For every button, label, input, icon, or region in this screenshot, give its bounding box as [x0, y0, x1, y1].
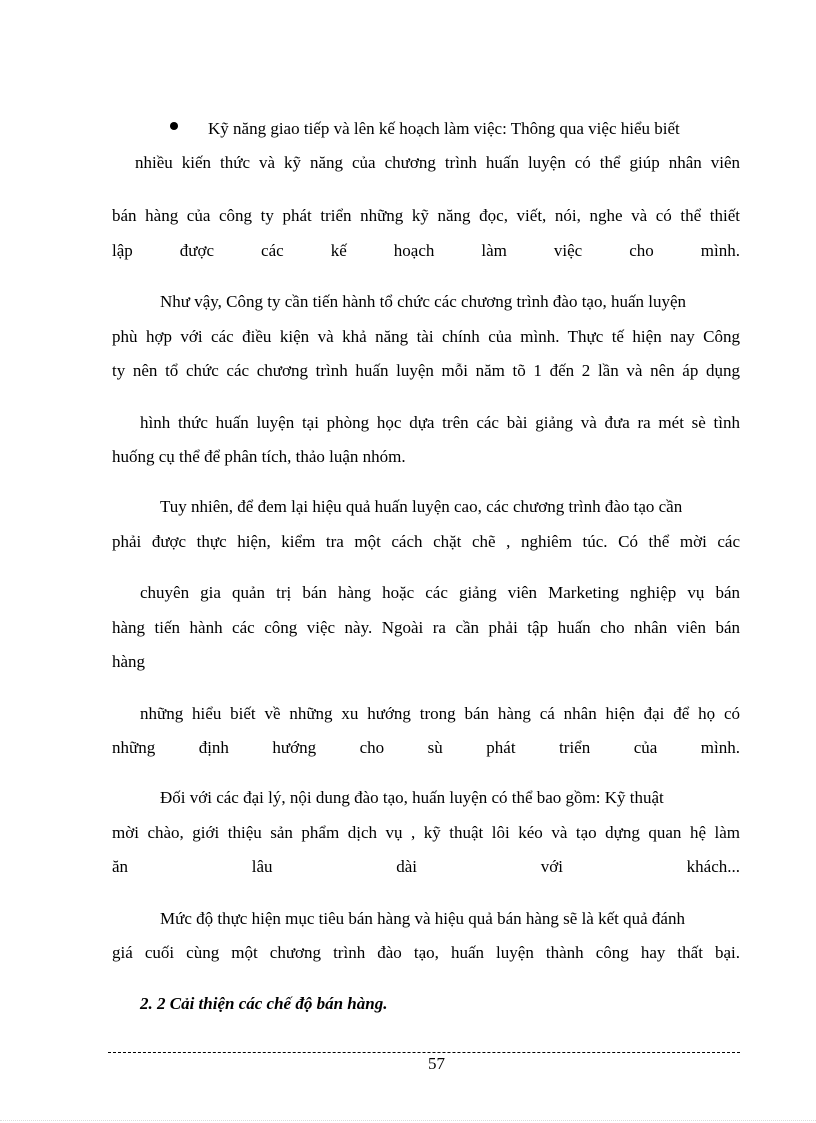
text-line: mời chào, giới thiệu sản phẩm dịch vụ , kỹ thuật lôi kéo và tạo dựng quan hệ làm — [112, 823, 740, 842]
text-line: Tuy nhiên, để đem lại hiệu quả huấn luyện cao, các chương trình đào tạo cần — [160, 497, 683, 516]
text-line: nhiều kiến thức và kỹ năng của chương trình huấn luyện có thể giúp nhân viên — [135, 153, 740, 172]
text-line: Kỹ năng giao tiếp và lên kế hoạch làm việc: Thông qua việc hiểu biết — [208, 119, 680, 138]
section-heading: 2. 2 Cải thiện các chế độ bán hàng. — [140, 994, 388, 1013]
page-edge-divider — [0, 1120, 816, 1121]
page-number: 57 — [428, 1054, 445, 1073]
text-line: hàng tiến hành các công việc này. Ngoài ra cần phải tập huấn cho nhân viên bán — [112, 618, 740, 637]
text-line: hình thức huấn luyện tại phòng học dựa trên các bài giảng và đưa ra mét sè tình — [140, 413, 740, 432]
text-line: Như vậy, Công ty cần tiến hành tổ chức các chương trình đào tạo, huấn luyện — [160, 292, 687, 311]
text-line: lập được các kế hoạch làm việc cho mình. — [112, 241, 740, 260]
text-line: chuyên gia quản trị bán hàng hoặc các giảng viên Marketing nghiệp vụ bán — [140, 583, 740, 602]
text-line: giá cuối cùng một chương trình đào tạo, huấn luyện thành công hay thất bại. — [112, 943, 740, 962]
text-line: những định hướng cho sù phát triển của mình. — [112, 738, 740, 757]
footer-divider — [108, 1052, 740, 1053]
text-line: phải được thực hiện, kiểm tra một cách chặt chẽ , nghiêm túc. Có thể mời các — [112, 532, 740, 551]
text-line: ty nên tổ chức các chương trình huấn luyện mỗi năm tõ 1 đến 2 lần và nên áp dụng — [112, 361, 740, 380]
text-line: phù hợp với các điều kiện và khả năng tài chính của mình. Thực tế hiện nay Công — [112, 327, 740, 346]
bullet-icon — [170, 122, 178, 130]
text-line: ăn lâu dài với khách... — [112, 857, 740, 876]
text-line: bán hàng của công ty phát triển những kỹ năng đọc, viết, nói, nghe và có thể thiết — [112, 206, 740, 225]
text-line: huống cụ thể để phân tích, thảo luận nhóm. — [112, 447, 406, 466]
text-line: hàng — [112, 652, 146, 671]
text-line: Mức độ thực hiện mục tiêu bán hàng và hiệu quả bán hàng sẽ là kết quả đánh — [160, 909, 685, 928]
text-line: Đối với các đại lý, nội dung đào tạo, huấn luyện có thể bao gồm: Kỹ thuật — [160, 788, 664, 807]
text-line: những hiểu biết về những xu hướng trong bán hàng cá nhân hiện đại để họ có — [140, 704, 740, 723]
